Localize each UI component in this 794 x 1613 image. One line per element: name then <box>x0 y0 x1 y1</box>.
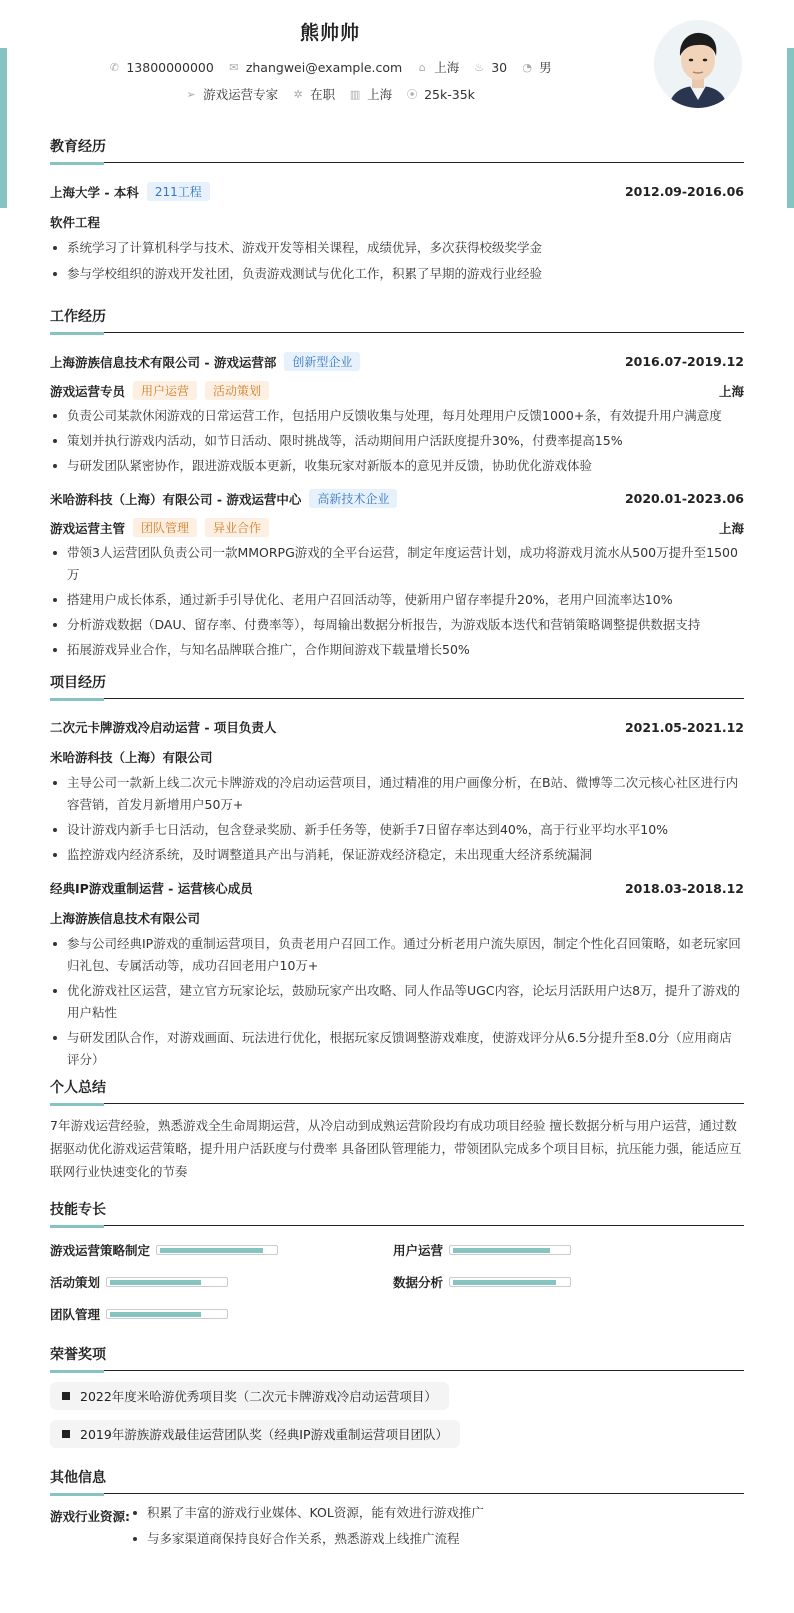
skill-item <box>393 1241 571 1259</box>
phone-text: 13800000000 <box>126 59 214 75</box>
skill-name: 游戏运营策略制定 <box>50 1243 151 1258</box>
skills-section <box>50 1199 744 1329</box>
job-header-1 <box>50 352 744 371</box>
section-title-projects: 项目经历 <box>50 672 744 699</box>
list-item: 负责公司某款休闲游戏的日常运营工作，包括用户反馈收集与处理，每月处理用户反馈1000+条，有效提升用户满意度 <box>50 405 744 427</box>
company-tag: 创新型企业 <box>284 352 360 371</box>
skill-tag: 用户运营 <box>133 381 197 400</box>
education-header <box>50 182 744 201</box>
square-bullet-icon <box>62 1430 70 1438</box>
education-date: 2012.09-2016.06 <box>624 184 744 199</box>
skill-level-fill <box>110 1312 201 1317</box>
summary-text: 7年游戏运营经验，熟悉游戏全生命周期运营，从冷启动到成熟运营阶段均有成功项目经验 擅长数据分析与用户运营，通过数据驱动优化游戏运营策略，提升用户活跃度与付费率 具备团队管理能力，带领团队完成多个项目目标，抗压能力强，能适应互联网行业快速变化的节奏 <box>50 1118 742 1179</box>
send-icon: ➢ <box>186 87 196 101</box>
awards-section <box>50 1344 744 1454</box>
skill-item <box>393 1273 571 1291</box>
phone-item <box>108 58 213 76</box>
list-item: 拓展游戏异业合作，与知名品牌联合推广，合作期间游戏下载量增长50% <box>50 639 744 661</box>
section-title-awards: 荣誉奖项 <box>50 1344 744 1371</box>
section-title-summary: 个人总结 <box>50 1077 744 1104</box>
job-bullets-2 <box>50 542 744 661</box>
skill-name: 活动策划 <box>50 1275 101 1290</box>
salary-item <box>406 85 475 103</box>
section-title-education: 教育经历 <box>50 136 744 163</box>
skill-level-bar <box>449 1277 571 1287</box>
project-name: 经典IP游戏重制运营 - 运营核心成员 <box>50 881 253 896</box>
square-bullet-icon <box>62 1392 70 1400</box>
list-item: 策划并执行游戏内活动，如节日活动、限时挑战等，活动期间用户活跃度提升30%，付费率提高15% <box>50 430 744 452</box>
skill-name: 团队管理 <box>50 1307 101 1322</box>
job-bullets-1 <box>50 405 744 477</box>
job-role: 游戏运营专员 <box>50 383 126 399</box>
age-text: 30 <box>491 59 508 75</box>
salary-text: 25k-35k <box>424 86 475 102</box>
project-name: 二次元卡牌游戏冷启动运营 - 项目负责人 <box>50 720 277 735</box>
skill-level-fill <box>160 1248 263 1253</box>
skill-name: 用户运营 <box>393 1243 444 1258</box>
position-item <box>185 85 278 103</box>
gender-text: 男 <box>539 60 552 75</box>
job-role-row-2 <box>50 518 744 537</box>
list-item: 搭建用户成长体系，通过新手引导优化、老用户召回活动等，使新用户留存率提升20%，老用户回流率达10% <box>50 589 744 611</box>
city-item <box>416 58 459 76</box>
skill-tag: 团队管理 <box>133 518 197 537</box>
skill-level-bar <box>106 1309 228 1319</box>
mail-icon: ✉ <box>229 60 239 74</box>
job-header-2 <box>50 489 744 508</box>
section-title-other: 其他信息 <box>50 1467 744 1494</box>
skill-level-bar <box>449 1245 571 1255</box>
job-intent-line <box>50 85 610 103</box>
job-city: 上海 <box>718 520 744 536</box>
project-bullets-1 <box>50 772 744 866</box>
award-item <box>50 1382 449 1410</box>
project-header-1 <box>50 718 744 736</box>
company-name: 上海游族信息技术有限公司 - 游戏运营部 <box>50 354 277 370</box>
status-text: 在职 <box>310 87 336 102</box>
project-date: 2021.05-2021.12 <box>624 719 744 735</box>
skill-item <box>50 1273 228 1291</box>
left-accent-bar <box>0 48 7 208</box>
education-bullets <box>50 237 744 285</box>
company-name: 米哈游科技（上海）有限公司 - 游戏运营中心 <box>50 491 302 507</box>
project-bullets-2 <box>50 933 744 1071</box>
list-item: 带领3人运营团队负责公司一款MMORPG游戏的全平台运营，制定年度运营计划，成功将游戏月流水从500万提升至1500万 <box>50 542 744 586</box>
job-city: 上海 <box>718 383 744 399</box>
gear-icon: ✲ <box>293 87 303 101</box>
skill-item <box>50 1305 228 1323</box>
list-item: 监控游戏内经济系统，及时调整道具产出与消耗，保证游戏经济稳定，未出现重大经济系统漏洞 <box>50 844 744 866</box>
skill-level-fill <box>453 1280 556 1285</box>
position-text: 游戏运营专家 <box>203 87 279 102</box>
skill-name: 数据分析 <box>393 1275 444 1290</box>
home-icon: ⌂ <box>418 60 426 74</box>
job-role: 游戏运营主管 <box>50 520 126 536</box>
city-text: 上海 <box>434 60 460 75</box>
skill-level-bar <box>156 1245 278 1255</box>
avatar <box>654 20 742 108</box>
other-label: 游戏行业资源: <box>50 1509 130 1524</box>
status-item <box>292 85 335 103</box>
candidate-name: 熊帅帅 <box>299 22 360 44</box>
project-org: 上海游族信息技术有限公司 <box>50 911 201 926</box>
work-section <box>50 306 744 661</box>
list-item: 积累了丰富的游戏行业媒体、KOL资源，能有效进行游戏推广 <box>130 1502 730 1524</box>
major-name: 软件工程 <box>50 215 101 230</box>
list-item: 与多家渠道商保持良好合作关系，熟悉游戏上线推广流程 <box>130 1528 730 1550</box>
email-item <box>228 58 402 76</box>
age-item <box>473 58 507 76</box>
other-bullets <box>130 1502 730 1550</box>
major-row <box>50 213 744 231</box>
projects-section <box>50 672 744 1071</box>
summary-section <box>50 1077 744 1183</box>
skill-tag: 异业合作 <box>205 518 269 537</box>
award-item <box>50 1420 460 1448</box>
school-tag: 211工程 <box>147 182 210 201</box>
award-text: 2022年度米哈游优秀项目奖（二次元卡牌游戏冷启动运营项目） <box>80 1389 437 1404</box>
contact-line <box>50 58 610 76</box>
project-org-row-1 <box>50 748 744 766</box>
company-tag: 高新技术企业 <box>309 489 397 508</box>
project-header-2 <box>50 879 744 897</box>
list-item: 分析游戏数据（DAU、留存率、付费率等），每周输出数据分析报告，为游戏版本迭代和营销策略调整提供数据支持 <box>50 614 744 636</box>
target-city-text: 上海 <box>367 87 393 102</box>
other-section <box>50 1467 744 1557</box>
avatar-photo <box>654 20 742 108</box>
skill-item <box>50 1241 278 1259</box>
list-item: 与研发团队紧密协作，跟进游戏版本更新，收集玩家对新版本的意见并反馈，协助优化游戏体验 <box>50 455 744 477</box>
list-item: 参与学校组织的游戏开发社团，负责游戏测试与优化工作，积累了早期的游戏行业经验 <box>50 263 744 285</box>
skill-level-fill <box>110 1280 201 1285</box>
project-org: 米哈游科技（上海）有限公司 <box>50 750 213 765</box>
skill-level-fill <box>453 1248 550 1253</box>
section-title-skills: 技能专长 <box>50 1199 744 1226</box>
list-item: 设计游戏内新手七日活动，包含登录奖励、新手任务等，使新手7日留存率达到40%，高于行业平均水平10% <box>50 819 744 841</box>
project-org-row-2 <box>50 909 744 927</box>
project-date: 2018.03-2018.12 <box>624 880 744 896</box>
target-city-item <box>349 85 392 103</box>
list-item: 主导公司一款新上线二次元卡牌游戏的冷启动运营项目，通过精准的用户画像分析，在B站、微博等二次元核心社区进行内容营销，首发月新增用户50万+ <box>50 772 744 816</box>
section-title-work: 工作经历 <box>50 306 744 333</box>
email-text: zhangwei@example.com <box>245 59 403 75</box>
list-item: 参与公司经典IP游戏的重制运营项目，负责老用户召回工作。通过分析老用户流失原因，制定个性化召回策略，如老玩家回归礼包、专属活动等，成功召回老用户10万+ <box>50 933 744 977</box>
coin-icon: ⦿ <box>406 88 418 101</box>
skill-level-bar <box>106 1277 228 1287</box>
list-item: 优化游戏社区运营，建立官方玩家论坛，鼓励玩家产出攻略、同人作品等UGC内容，论坛月活跃用户达8万，提升了游戏的用户粘性 <box>50 980 744 1024</box>
right-accent-bar <box>787 48 794 208</box>
list-item: 与研发团队合作，对游戏画面、玩法进行优化，根据玩家反馈调整游戏难度，使游戏评分从6.5分提升至8.0分（应用商店评分） <box>50 1027 744 1071</box>
building-icon: ▥ <box>349 87 361 101</box>
education-section <box>50 136 744 285</box>
skill-tag: 活动策划 <box>205 381 269 400</box>
list-item: 系统学习了计算机科学与技术、游戏开发等相关课程，成绩优异，多次获得校级奖学金 <box>50 237 744 259</box>
cake-icon: ♨ <box>474 60 485 74</box>
phone-icon: ✆ <box>109 60 119 74</box>
job-role-row-1 <box>50 381 744 400</box>
award-text: 2019年游族游戏最佳运营团队奖（经典IP游戏重制运营项目团队） <box>80 1427 449 1442</box>
gender-icon: ◔ <box>522 60 532 74</box>
gender-item <box>521 58 552 76</box>
school-name: 上海大学 - 本科 <box>50 184 139 200</box>
job-date: 2016.07-2019.12 <box>624 354 744 369</box>
job-date: 2020.01-2023.06 <box>624 491 744 506</box>
